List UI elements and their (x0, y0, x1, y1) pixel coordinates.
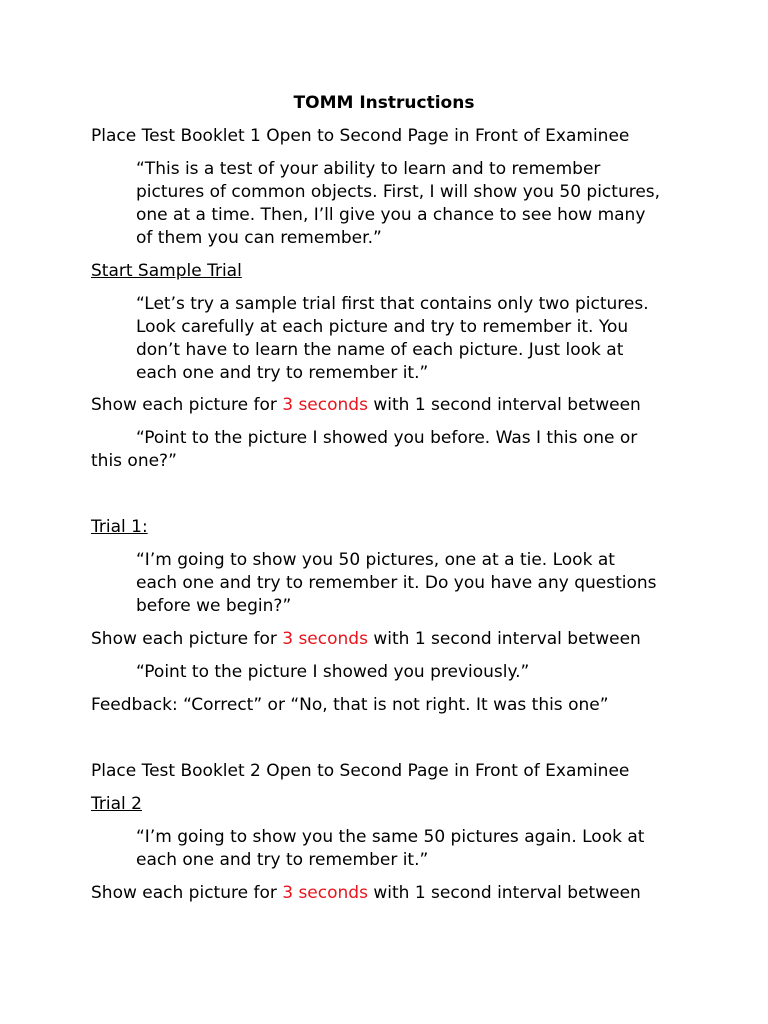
show-instruction-suffix: with 1 second interval between (367, 395, 641, 415)
sample-quote (136, 293, 649, 385)
sample-trial-heading: Start Sample Trial (91, 261, 242, 281)
trial2-quote (136, 826, 644, 872)
show-instruction-suffix: with 1 second interval between (367, 629, 641, 649)
trial1-quote (136, 549, 657, 618)
trial2-quote-line: “I’m going to show you the same 50 pictures again. Look at (136, 827, 645, 847)
show-instruction-prefix: Show each picture for (91, 395, 283, 415)
trial2-quote-line: each one and try to remember it.” (136, 850, 429, 870)
booklet2-instruction: Place Test Booklet 2 Open to Second Page in Front of Examinee (91, 761, 630, 781)
intro-quote-line: one at a time. Then, I’ll give you a chance to see how many (136, 205, 646, 225)
intro-quote (136, 158, 660, 250)
sample-quote-line: each one and try to remember it.” (136, 363, 429, 383)
sample-point-prompt (91, 427, 637, 473)
sample-point-line: “Point to the picture I showed you before. Was I this one or (136, 428, 638, 448)
booklet1-instruction: Place Test Booklet 1 Open to Second Page in Front of Examinee (91, 126, 630, 146)
show-instruction-prefix: Show each picture for (91, 883, 283, 903)
intro-quote-line: “This is a test of your ability to learn and to remember (136, 159, 601, 179)
feedback-instruction: Feedback: “Correct” or “No, that is not right. It was this one” (91, 695, 609, 715)
trial1-quote-line: before we begin?” (136, 596, 292, 616)
page-title: TOMM Instructions (293, 93, 475, 113)
trial1-heading: Trial 1: (91, 517, 148, 537)
show-instruction-sample (91, 394, 641, 417)
trial1-quote-line: each one and try to remember it. Do you have any questions (136, 573, 657, 593)
intro-quote-line: pictures of common objects. First, I will show you 50 pictures, (136, 182, 661, 202)
trial1-point-prompt: “Point to the picture I showed you previously.” (136, 662, 530, 682)
trial2-heading: Trial 2 (91, 794, 142, 814)
intro-quote-line: of them you can remember.” (136, 228, 382, 248)
duration-highlight: 3 seconds (282, 629, 368, 649)
trial1-quote-line: “I’m going to show you 50 pictures, one at a tie. Look at (136, 550, 615, 570)
sample-quote-line: “Let’s try a sample trial first that contains only two pictures. (136, 294, 649, 314)
duration-highlight: 3 seconds (282, 395, 368, 415)
show-instruction-trial1 (91, 628, 641, 651)
sample-quote-line: don’t have to learn the name of each picture. Just look at (136, 340, 624, 360)
show-instruction-prefix: Show each picture for (91, 629, 283, 649)
duration-highlight: 3 seconds (282, 883, 368, 903)
sample-point-line: this one?” (91, 451, 177, 471)
show-instruction-trial2 (91, 882, 641, 905)
sample-quote-line: Look carefully at each picture and try to remember it. You (136, 317, 629, 337)
show-instruction-suffix: with 1 second interval between (367, 883, 641, 903)
